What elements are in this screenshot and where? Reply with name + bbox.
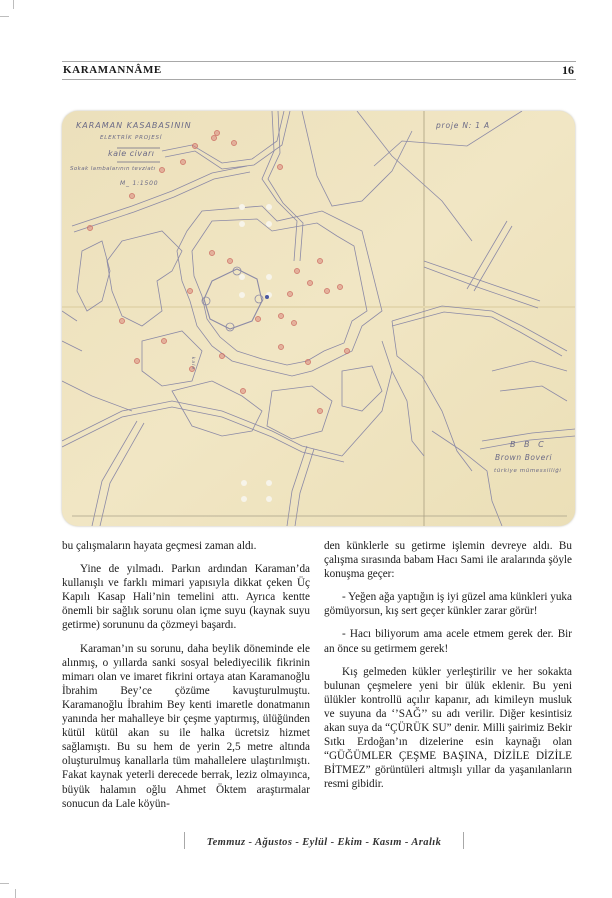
lamp-marker [337, 284, 342, 289]
running-footer [184, 832, 464, 849]
map-title: KARAMAN KASABASININ [76, 121, 192, 130]
lamp-marker [287, 291, 292, 296]
lamp-marker [278, 344, 283, 349]
white-marker [241, 496, 247, 502]
running-header [62, 61, 576, 80]
page-number: 16 [562, 63, 574, 77]
map-paper [62, 111, 575, 526]
dialogue-paragraph: - Yeğen ağa yaptığın iş iyi güzel ama künkleri yuka gömüyorsun, kış sert geçer künkler zarar görür! [324, 591, 572, 618]
crop-mark [0, 883, 9, 884]
article-column-left [62, 539, 310, 820]
map-note: Sokak lambalarının tevziatı [70, 166, 156, 172]
lamp-marker [219, 353, 224, 358]
lamp-marker [161, 338, 166, 343]
article-column-right [324, 539, 572, 801]
paragraph: Yine de yılmadı. Parkın ardından Karaman’da kullanışlı ve farklı mimari yapısıyla dikkat çeken Üç Kapılı Kasap Hali’nin temelini attı. Ayrıca kentte önemli bir sağlık sorunu olan içme suyu (kaynak suyu getirme) sorununu da çözmeyi başardı. [62, 563, 310, 632]
map-company-name: Brown Boveri [495, 453, 553, 462]
map-castle-label: kale [190, 356, 196, 371]
white-marker [241, 480, 247, 486]
lamp-marker [324, 288, 329, 293]
historical-map-image [62, 111, 575, 526]
white-marker [266, 221, 272, 227]
white-marker [266, 274, 272, 280]
white-marker [266, 480, 272, 486]
paragraph: Karaman’ın su sorunu, daha beylik döneminde ele alınmış, o yıllarda sanki sosyal belediyecilik fikrinin mimarı olan ve imaret fikrini ortaya atan Karamanoğlu İbrahim Bey’ce çözüme kavuşturulmuştu. Karamanoğlu İbrahim Bey kenti imaretle donatmanın yanında her mahalleye bir çeşme yaptırmış, ülüğünden kütül kütül akan su ile halka ücretsiz hizmet sağlamıştı. Bu su hem de yerin 2,5 metre altında oluşturulmuş kanallarla tüm mahallelere ulaştırılmıştı. Fakat kaynak yeterli derecede berrak, leziz olmayınca, büyük halamın oğlu Ahmet Öktem araştırmalar sonucun da Lale köyün- [62, 642, 310, 810]
map-subtitle: ELEKTRİK PROJESİ [100, 135, 163, 141]
white-marker [239, 274, 245, 280]
paragraph: den künklerle su getirme işlemin devreye aldı. Bu çalışma sırasında babam Hacı Sami ile aralarında şöyle konuşma geçer: [324, 540, 572, 581]
lamp-marker [291, 320, 296, 325]
paragraph: Kış gelmeden kükler yerleştirilir ve her sokakta bulunan çeşmelere yeni bir ülük eklenir. Bu yeni ülükler kontrollü açılır kapanır, adı kimileyn musluk ve suyuna da ‘’SAĞ’’ su adı verilir. Diğer kesintisiz akan suya da “ÇÜRÜK SU” denir. Milli şairimiz Bekir Sıtkı Erdoğan’ın dizelerine esin kaynağı olan “GÜĞÜMLER ÇEŞME BAŞINA, DİZİLE DİZİLE BİTMEZ” görüntüleri altmışlı yıllar da yaşanılanların resmi gibidir. [324, 665, 572, 791]
lamp-marker [159, 167, 164, 172]
lamp-marker [344, 348, 349, 353]
journal-title: KARAMANNÂME [63, 64, 162, 76]
lamp-marker [278, 313, 283, 318]
lamp-marker [209, 250, 214, 255]
lamp-marker [119, 318, 124, 323]
dialogue-paragraph: - Hacı biliyorum ama acele etmem gerek der. Bir an önce su getirmem gerek! [324, 628, 572, 655]
map-scale: M_ 1:1500 [120, 180, 159, 187]
crop-mark [0, 16, 9, 17]
white-marker [266, 496, 272, 502]
map-project-number: proje N: 1 A [436, 121, 490, 130]
lamp-marker [240, 388, 245, 393]
lamp-marker [129, 193, 134, 198]
map-drawing [62, 111, 575, 526]
lamp-marker [211, 135, 216, 140]
lamp-marker [317, 258, 322, 263]
white-marker [239, 292, 245, 298]
paragraph: bu çalışmaların hayata geçmesi zaman aldı. [62, 540, 257, 552]
map-representative: türkiye mümessilliği [494, 468, 562, 474]
lamp-marker [294, 268, 299, 273]
lamp-marker [307, 280, 312, 285]
lamp-marker [180, 159, 185, 164]
map-area-label: kale civarı [108, 149, 155, 158]
lamp-marker [214, 130, 219, 135]
lamp-marker [317, 408, 322, 413]
white-marker [239, 204, 245, 210]
white-marker [266, 204, 272, 210]
crop-mark [15, 889, 16, 898]
map-company-short: B B C [510, 440, 547, 449]
lamp-marker [87, 225, 92, 230]
white-marker [239, 221, 245, 227]
lamp-marker [227, 258, 232, 263]
lamp-marker [305, 359, 310, 364]
lamp-marker [231, 140, 236, 145]
lamp-marker [192, 143, 197, 148]
lamp-marker [277, 164, 282, 169]
lamp-marker [255, 316, 260, 321]
lamp-marker [187, 288, 192, 293]
crop-mark [13, 0, 14, 9]
blue-marker [265, 295, 269, 299]
lamp-marker [134, 358, 139, 363]
issue-months: Temmuz - Ağustos - Eylül - Ekim - Kasım - Aralık [206, 837, 442, 848]
